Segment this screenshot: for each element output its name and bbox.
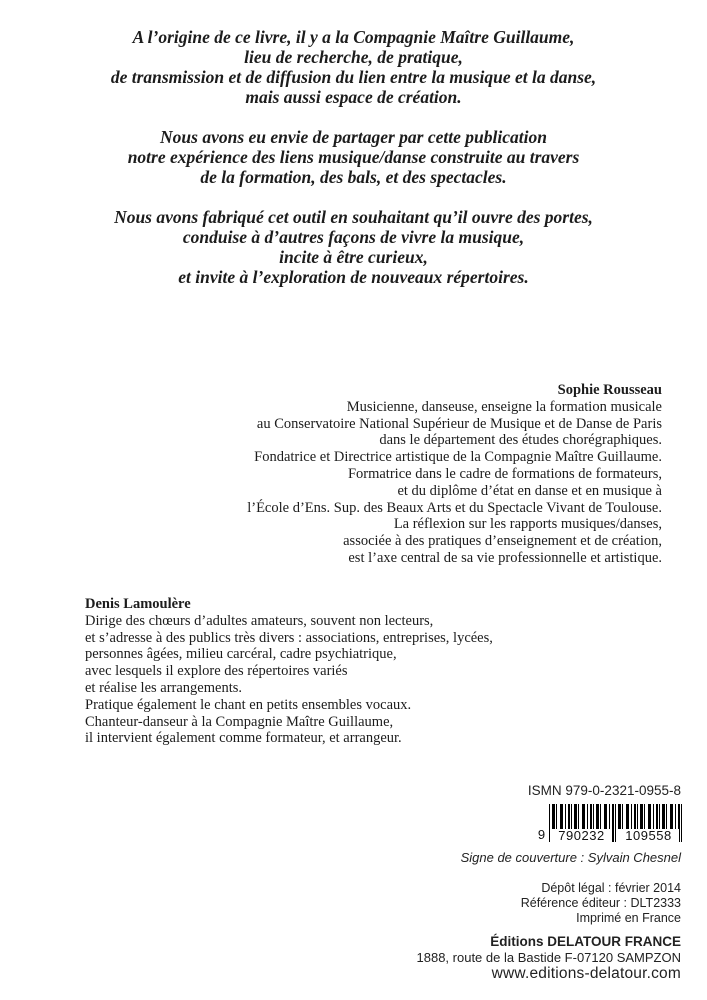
publisher-name: Éditions DELATOUR FRANCE — [490, 934, 681, 949]
intro-line: de transmission et de diffusion du lien entre la musique et la danse, — [110, 67, 597, 87]
bio-line: avec lesquels il explore des répertoires variés — [85, 663, 348, 680]
intro-line: incite à être curieux, — [279, 247, 428, 267]
bio-line: au Conservatoire National Supérieur de Musique et de Danse de Paris — [256, 415, 662, 432]
bio-line: Formatrice dans le cadre de formations de formateurs, — [347, 465, 662, 482]
bio-line: La réflexion sur les rapports musiques/danses, — [393, 516, 662, 533]
bio-line: Musicienne, danseuse, enseigne la formation musicale — [346, 398, 662, 415]
publisher-info — [417, 934, 681, 982]
author-bio-denis-lamoulere — [85, 596, 493, 747]
intro-line: conduise à d’autres façons de vivre la musique, — [182, 227, 525, 247]
ean-barcode — [535, 804, 682, 842]
legal-info — [521, 881, 681, 926]
bio-line: et s’adresse à des publics très divers : associations, entreprises, lycées, — [85, 629, 493, 646]
bio-line: personnes âgées, milieu carcéral, cadre psychiatrique, — [85, 646, 397, 663]
intro-line: A l’origine de ce livre, il y a la Compagnie Maître Guillaume, — [132, 27, 575, 47]
bio-line: l’École d’Ens. Sup. des Beaux Arts et du Spectacle Vivant de Toulouse. — [247, 499, 662, 516]
printed-in: Imprimé en France — [576, 911, 681, 925]
author-name: Sophie Rousseau — [557, 382, 662, 398]
intro-line: lieu de recherche, de pratique, — [244, 47, 463, 67]
cover-design-credit: Signe de couverture : Sylvain Chesnel — [460, 850, 681, 865]
ismn-number: ISMN 979-0-2321-0955-8 — [527, 783, 681, 798]
bio-line: il intervient également comme formateur, et arrangeur. — [85, 730, 402, 747]
legal-deposit: Dépôt légal : février 2014 — [541, 881, 681, 895]
intro-line: et invite à l’exploration de nouveaux répertoires. — [178, 267, 529, 287]
barcode-digit-group: 790232 — [551, 829, 612, 842]
publisher-reference: Référence éditeur : DLT2333 — [520, 896, 681, 910]
bio-line: associée à des pratiques d’enseignement et de création, — [343, 533, 662, 550]
bio-line: et du diplôme d’état en danse et en musique à — [397, 482, 662, 499]
bio-line: Dirige des chœurs d’adultes amateurs, souvent non lecteurs, — [85, 612, 434, 629]
bio-line: dans le département des études chorégraphiques. — [379, 432, 662, 449]
barcode-digit-group: 109558 — [618, 829, 679, 842]
intro-line: de la formation, des bals, et des spectacles. — [200, 167, 507, 187]
barcode-leading-digit: 9 — [535, 828, 548, 842]
intro-line: Nous avons eu envie de partager par cette publication — [160, 127, 547, 147]
author-bio-sophie-rousseau — [247, 382, 662, 567]
bio-line: Pratique également le chant en petits ensembles vocaux. — [85, 696, 412, 713]
bio-line: est l’axe central de sa vie professionnelle et artistique. — [348, 549, 662, 566]
intro-paragraph-2 — [30, 127, 677, 187]
publisher-website: www.editions-delatour.com — [491, 965, 681, 982]
bio-line: et réalise les arrangements. — [85, 679, 243, 696]
bio-line: Fondatrice et Directrice artistique de la Compagnie Maître Guillaume. — [254, 449, 662, 466]
intro-paragraph-3 — [30, 207, 677, 287]
intro-line: Nous avons fabriqué cet outil en souhaitant qu’il ouvre des portes, — [114, 207, 593, 227]
author-name: Denis Lamoulère — [85, 596, 191, 612]
intro-paragraph-1 — [30, 27, 677, 107]
intro-line: notre expérience des liens musique/danse construite au travers — [127, 147, 580, 167]
publisher-address: 1888, route de la Bastide F-07120 SAMPZON — [416, 950, 681, 965]
barcode-digits — [535, 828, 682, 842]
intro-text — [30, 27, 677, 307]
intro-line: mais aussi espace de création. — [245, 87, 462, 107]
bio-line: Chanteur-danseur à la Compagnie Maître Guillaume, — [85, 713, 394, 730]
